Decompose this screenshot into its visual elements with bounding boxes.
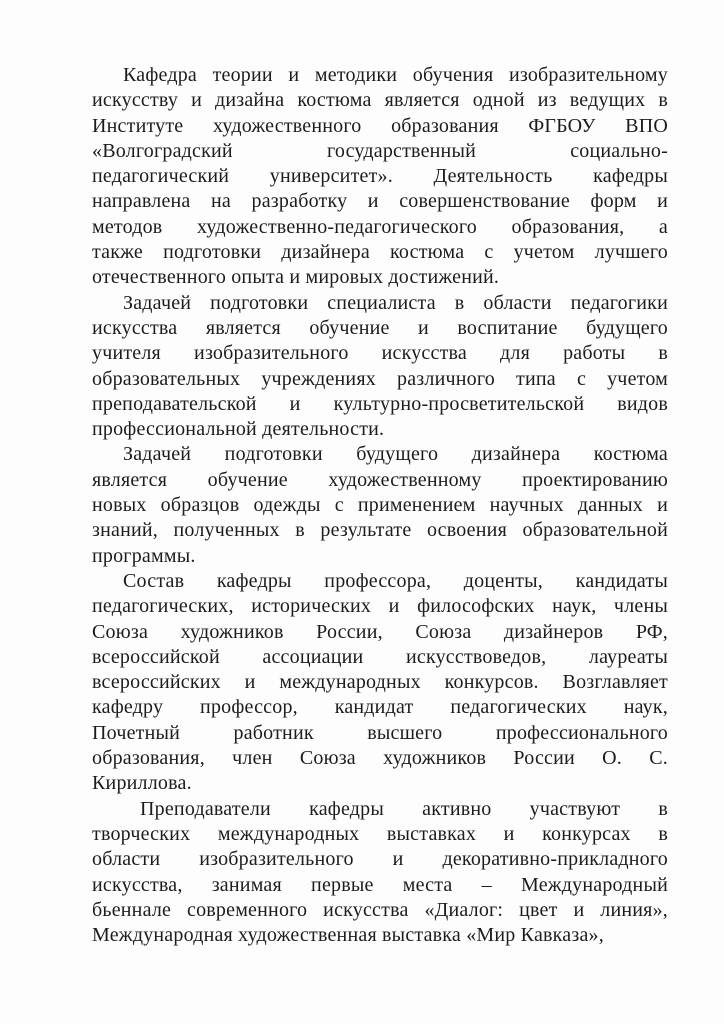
text-line: методов художественно-педагогического образования, а bbox=[92, 215, 668, 238]
text-line: также подготовки дизайнера костюма с учетом лучшего bbox=[92, 241, 668, 264]
text-line: искусства, занимая первые места – Международный bbox=[92, 873, 668, 896]
paragraph bbox=[92, 797, 668, 949]
text-line: кафедру профессор, кандидат педагогических наук, bbox=[92, 696, 668, 719]
text-line: профессиональной деятельности. bbox=[92, 418, 385, 441]
text-line: Кафедра теории и методики обучения изобразительному bbox=[123, 64, 668, 86]
text-line: Преподаватели кафедры активно участвуют в bbox=[140, 797, 668, 820]
text-line: всероссийской ассоциации искусствоведов, лауреаты bbox=[92, 645, 668, 668]
text-line: области изобразительного и декоративно-прикладного bbox=[92, 848, 668, 871]
text-line: педагогических, исторических и философских наук, члены bbox=[92, 595, 668, 618]
text-line: новых образцов одежды с применением научных данных и bbox=[92, 494, 668, 517]
text-line: является обучение художественному проектированию bbox=[92, 468, 668, 491]
text-line: знаний, полученных в результате освоения образовательной bbox=[92, 519, 668, 542]
text-line: Кириллова. bbox=[92, 772, 192, 795]
text-line: Задачей подготовки будущего дизайнера костюма bbox=[123, 443, 668, 466]
paragraph bbox=[92, 442, 668, 568]
text-line: Союза художников России, Союза дизайнеров РФ, bbox=[92, 620, 668, 643]
paragraph bbox=[92, 569, 668, 797]
text-line: программы. bbox=[92, 544, 196, 567]
text-line: Задачей подготовки специалиста в области педагогики bbox=[123, 291, 668, 314]
text-line: учителя изобразительного искусства для работы в bbox=[92, 342, 668, 365]
paragraph bbox=[92, 291, 668, 443]
text-line: бьеннале современного искусства «Диалог: цвет и линия», bbox=[92, 898, 668, 921]
text-line: образования, член Союза художников России О. С. bbox=[92, 747, 668, 770]
text-line: «Волгоградский государственный социально- bbox=[92, 139, 668, 162]
text-line: преподавательской и культурно-просветительской видов bbox=[92, 392, 668, 415]
text-line: всероссийских и международных конкурсов. Возглавляет bbox=[92, 671, 668, 694]
text-line: искусству и дизайна костюма является одной из ведущих в bbox=[92, 89, 668, 112]
text-line: Институте художественного образования ФГБОУ ВПО bbox=[92, 114, 668, 137]
text-line: направлена на разработку и совершенствование форм и bbox=[92, 190, 668, 213]
text-line: отечественного опыта и мировых достижений. bbox=[92, 266, 500, 289]
text-line: творческих международных выставках и конкурсах в bbox=[92, 822, 668, 845]
text-line: Международная художественная выставка «Мир Кавказа», bbox=[92, 924, 604, 947]
text-line: образовательных учреждениях различного типа с учетом bbox=[92, 367, 668, 390]
text-line: Состав кафедры профессора, доценты, кандидаты bbox=[123, 569, 668, 592]
text-line: Почетный работник высшего профессионального bbox=[92, 721, 668, 744]
document-text bbox=[92, 63, 668, 948]
text-line: искусства является обучение и воспитание будущего bbox=[92, 316, 668, 339]
text-line: педагогический университет». Деятельность кафедры bbox=[92, 165, 668, 188]
paragraph bbox=[92, 63, 668, 291]
